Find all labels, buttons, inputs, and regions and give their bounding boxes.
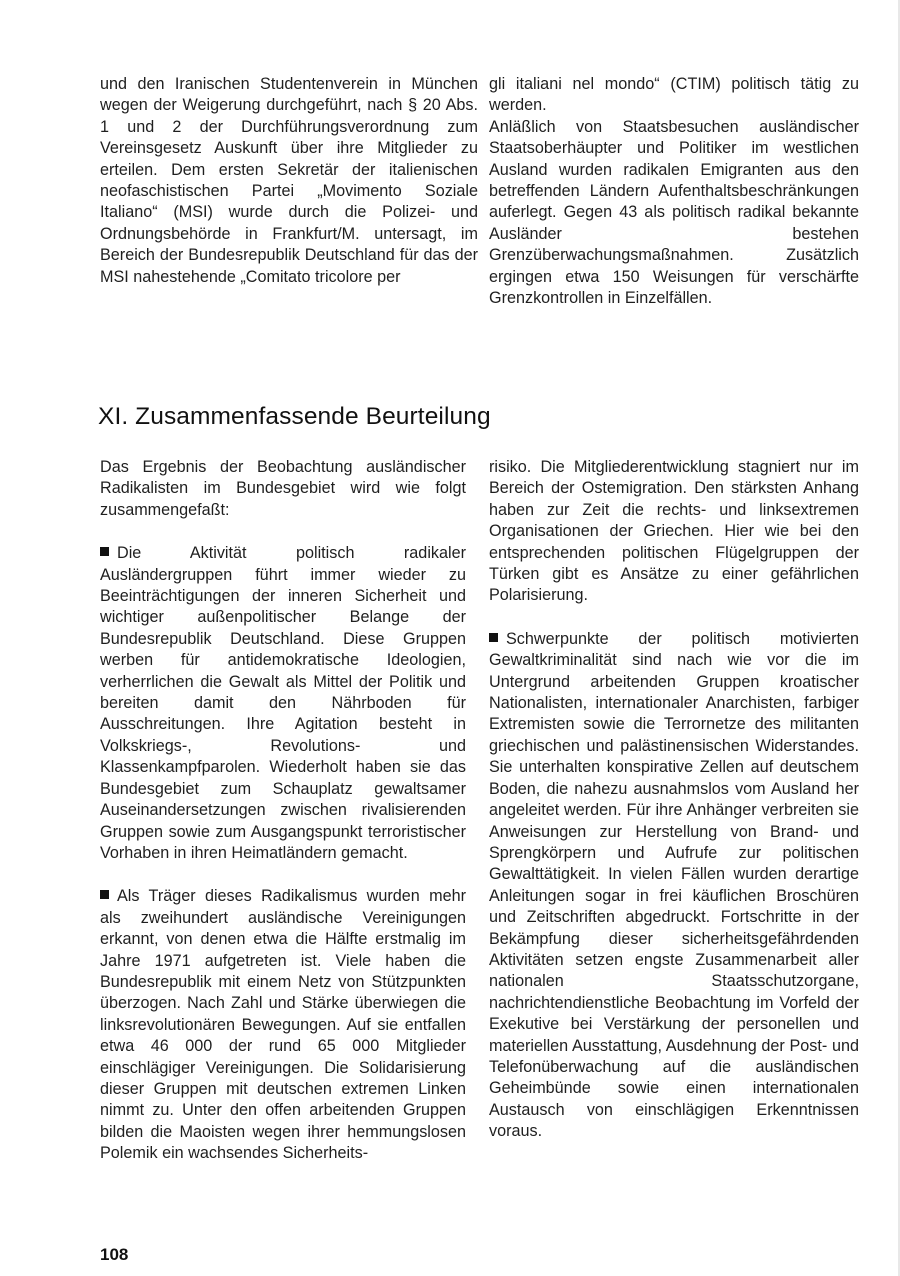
- top-right-paragraph-1: gli italiani nel mondo“ (CTIM) politisch tätig zu werden.: [489, 75, 859, 115]
- bullet-text-3: Schwerpunkte der politisch motivierten Gewaltkriminalität sind nach wie vor die im Untergrund arbeitenden Gruppen kroatischer Nationalisten, internationaler Anarchisten, farbiger Extremisten sowie die Terrornetze des militanten griechischen und palästinensischen Widerstandes. Sie unterhalten konspirative Zellen auf deutschem Boden, die nahezu ausnahmslos vom Ausland her angeleitet werden. Für ihre Anhänger verbreiten sie Anweisungen zur Herstellung von Brand- und Sprengkörpern und Aufrufe zur politischen Gewalttätigkeit. In vielen Fällen wurden derartige Anleitungen sogar in frei käuflichen Broschüren und Zeitschriften abgedruckt. Fortschritte in der Bekämpfung dieser sicherheitsgefährdenden Aktivitäten setzen engste Zusammenarbeit aller nationalen Staatsschutzorgane, nachrichtendienstliche Beobachtung im Vorfeld der Exekutive bei Verstärkung der personellen und materiellen Ausstattung, Ausdehnung der Post- und Telefonüberwachung auf die ausländischen Geheimbünde sowie einen internationalen Austausch von einschlägigen Erkenntnissen voraus.: [489, 629, 859, 1141]
- bottom-left-column: [100, 457, 466, 1165]
- bottom-right-column: [489, 457, 859, 1143]
- bullet-square-icon: [100, 547, 109, 556]
- top-right-paragraph-2: Anläßlich von Staatsbesuchen ausländischer Staatsoberhäupter und Politiker im westlichen Ausland wurden radikalen Emigranten aus den betreffenden Ländern Aufenthaltsbeschränkungen auferlegt. Gegen 43 als politisch radikal bekannte Ausländer bestehen Grenzüberwachungsmaßnahmen. Zusätzlich ergingen etwa 150 Weisungen für verschärfte Grenzkontrollen in Einzelfällen.: [489, 117, 859, 308]
- top-right-column: [489, 74, 859, 309]
- intro-paragraph: Das Ergebnis der Beobachtung ausländischer Radikalisten im Bundesgebiet wird wie folgt zusammengefaßt:: [100, 458, 466, 519]
- bullet-square-icon: [100, 890, 109, 899]
- bullet-text-2: Als Träger dieses Radikalismus wurden mehr als zweihundert ausländische Vereinigungen erkannt, von denen etwa die Hälfte erstmalig im Jahre 1971 aufgetreten ist. Viele haben die Bundesrepublik mit einem Netz von Stützpunkten überzogen. Nach Zahl und Stärke überwiegen die linksrevolutionären Bewegungen. Auf sie entfallen etwa 46 000 der rund 65 000 Mitglieder einschlägiger Vereinigungen. Die Solidarisierung dieser Gruppen mit deutschen extremen Linken nimmt zu. Unter den offen arbeitenden Gruppen bilden die Maoisten wegen ihrer hemmungslosen Polemik ein wachsendes Sicherheits-: [100, 887, 466, 1163]
- continuation-paragraph: risiko. Die Mitgliederentwicklung stagniert nur im Bereich der Ostemigration. Den stärksten Anhang haben zur Zeit die rechts- und linksextremen Organisationen der Griechen. Hier wie bei den entsprechenden politischen Flügelgruppen der Türken gibt es Ansätze zu einer gefährlichen Polarisierung.: [489, 458, 859, 605]
- bullet-square-icon: [489, 633, 498, 642]
- bullet-paragraph-1: [100, 543, 466, 864]
- bullet-paragraph-2: [100, 886, 466, 1164]
- bullet-paragraph-3: [489, 629, 859, 1143]
- top-left-column: [100, 74, 478, 288]
- section-heading: XI. Zusammenfassende Beurteilung: [98, 403, 491, 430]
- top-left-paragraph: und den Iranischen Studentenverein in München wegen der Weigerung durchgeführt, nach § 20 Abs. 1 und 2 der Durchführungsverordnung zum Vereinsgesetz Auskunft über ihre Mitglieder zu erteilen. Dem ersten Sekretär der italienischen neofaschistischen Partei „Movimento Soziale Italiano“ (MSI) wurde durch die Polizei- und Ordnungsbehörde in Frankfurt/M. untersagt, im Bereich der Bundesrepublik Deutschland für das der MSI nahestehende „Comitato tricolore per: [100, 75, 478, 286]
- bullet-text-1: Die Aktivität politisch radikaler Ausländergruppen führt immer wieder zu Beeinträchtigungen der inneren Sicherheit und wichtiger außenpolitischer Belange der Bundesrepublik Deutschland. Diese Gruppen werben für antidemokratische Ideologien, verherrlichen die Gewalt als Mittel der Politik und bereiten damit den Nährboden für Ausschreitungen. Ihre Agitation besteht in Volkskriegs-, Revolutions- und Klassenkampfparolen. Wiederholt haben sie das Bundesgebiet zum Schauplatz gewaltsamer Auseinandersetzungen zwischen rivalisierenden Gruppen sowie zum Ausgangspunkt terroristischer Vorhaben in ihren Heimatländern gemacht.: [100, 544, 466, 862]
- page-number: 108: [100, 1245, 129, 1264]
